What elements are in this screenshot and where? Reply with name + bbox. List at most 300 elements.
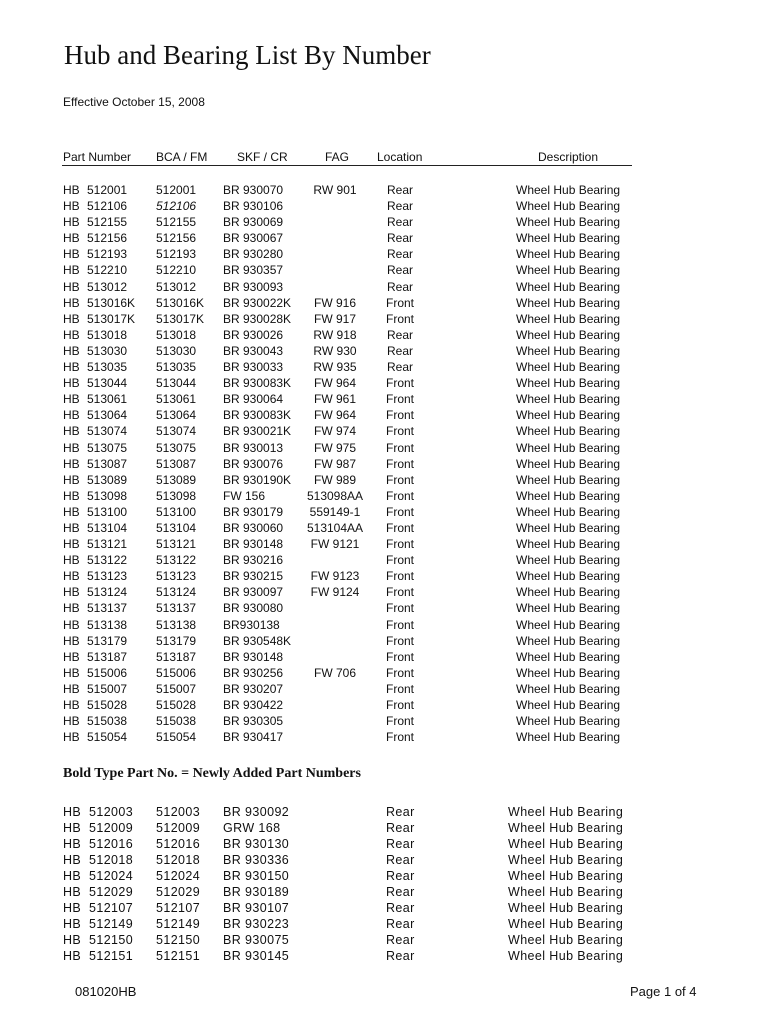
skf-cr-number: BR 930107 [223,901,290,915]
part-number: 513064 [87,408,128,423]
part-prefix: HB [63,520,80,535]
part-prefix: HB [63,424,80,439]
table-row [0,569,768,585]
location: Rear [386,821,415,835]
description: Wheel Hub Bearing [516,343,621,358]
skf-cr-number: BR 930021K [223,424,292,439]
location-text: Rear [386,199,414,214]
location-text: Front [385,730,415,745]
part-number: 513074 [87,424,128,439]
part-prefix: HB [63,553,80,568]
fag-number-text: FW 964 [313,408,357,423]
fag-number-text: 513098AA [306,488,364,503]
table-row [0,183,768,199]
part-number: 513187 [87,649,128,664]
bca-fm-number: 513104 [156,520,197,535]
part-prefix: HB [63,247,80,262]
skf-cr-number: BR 930083K [223,376,292,391]
fag-number-text: 559149-1 [309,504,361,519]
location-text: Front [385,424,415,439]
part-prefix: HB [63,853,82,867]
bca-fm-number: 513016K [156,295,205,310]
table-row [0,601,768,617]
part-number: 513089 [87,472,128,487]
part-prefix: HB [63,343,80,358]
page-title: Hub and Bearing List By Number [64,40,431,70]
table-row [0,869,768,885]
skf-cr-number: BR 930076 [223,456,284,471]
bca-fm-number: 512193 [156,247,197,262]
part-number: 513123 [87,569,128,584]
fag-number-text: FW 9121 [310,537,360,552]
fag-number-text: RW 918 [313,327,357,342]
skf-cr-number: GRW 168 [223,821,281,835]
description: Wheel Hub Bearing [516,633,621,648]
location-text: Front [385,440,415,455]
description: Wheel Hub Bearing [508,885,624,899]
header-part-number: Part Number [63,150,132,164]
table-row [0,537,768,553]
bca-fm-number: 513089 [156,472,197,487]
location-text: Front [385,456,415,471]
part-number: 513138 [87,617,128,632]
bca-fm-number: 512029 [156,885,201,899]
location-text: Front [385,472,415,487]
location-text: Rear [386,327,414,342]
fag-number-text: FW 964 [313,376,357,391]
bca-fm-number: 512003 [156,805,201,819]
skf-cr-number: BR 930357 [223,263,284,278]
part-prefix: HB [63,585,80,600]
bca-fm-number: 513137 [156,601,197,616]
description: Wheel Hub Bearing [516,456,621,471]
description: Wheel Hub Bearing [516,263,621,278]
fag-number-text: FW 987 [313,456,357,471]
table-row [0,376,768,392]
part-number: 512149 [89,917,134,931]
part-prefix: HB [63,279,80,294]
part-number: 512024 [89,869,134,883]
skf-cr-number: BR 930033 [223,360,284,375]
part-prefix: HB [63,311,80,326]
bca-fm-number: 513138 [156,617,197,632]
skf-cr-number: BR 930216 [223,553,284,568]
location: Rear [386,805,415,819]
skf-cr-number: BR 930190K [223,472,292,487]
description: Wheel Hub Bearing [516,311,621,326]
skf-cr-number: BR 930067 [223,231,284,246]
bca-fm-number: 515007 [156,681,197,696]
page-number: Page 1 of 4 [630,984,697,999]
location: Rear [386,949,415,963]
part-number: 513017K [87,311,136,326]
bca-fm-number: 513064 [156,408,197,423]
fag-number-text: FW 974 [313,424,357,439]
table-row [0,408,768,424]
part-number: 512193 [87,247,128,262]
header-location: Location [377,150,423,164]
part-prefix: HB [63,821,82,835]
part-prefix: HB [63,665,80,680]
part-number: 513121 [87,537,128,552]
header-bca-fm: BCA / FM [156,150,208,164]
part-number: 513016K [87,295,136,310]
skf-cr-number: BR930138 [223,617,280,632]
part-number: 513137 [87,601,128,616]
part-prefix: HB [63,805,82,819]
table-row [0,585,768,601]
bca-fm-number: 512155 [156,215,197,230]
bca-fm-number: 513061 [156,392,197,407]
part-number: 512016 [89,837,134,851]
part-prefix: HB [63,440,80,455]
part-prefix: HB [63,617,80,632]
location-text: Front [385,601,415,616]
part-prefix: HB [63,569,80,584]
bca-fm-number: 513187 [156,649,197,664]
bca-fm-number: 515054 [156,730,197,745]
description: Wheel Hub Bearing [516,279,621,294]
part-prefix: HB [63,537,80,552]
part-number: 512003 [89,805,134,819]
bca-fm-number: 512106 [156,199,197,214]
skf-cr-number: BR 930013 [223,440,284,455]
part-prefix: HB [63,456,80,471]
part-number: 513061 [87,392,128,407]
part-number: 513030 [87,343,128,358]
fag-number-text: RW 901 [313,183,357,197]
location-text: Rear [386,279,414,294]
table-row [0,885,768,901]
description: Wheel Hub Bearing [516,408,621,423]
skf-cr-number: BR 930022K [223,295,292,310]
description: Wheel Hub Bearing [516,698,621,712]
bca-fm-number: 513121 [156,537,197,552]
part-prefix: HB [63,885,82,899]
part-prefix: HB [63,472,80,487]
bca-fm-number: 513087 [156,456,197,471]
part-prefix: HB [63,933,82,947]
bca-fm-number: 513179 [156,633,197,648]
location-text: Rear [386,263,414,278]
part-number: 512001 [87,183,128,197]
table-row [0,280,768,296]
description: Wheel Hub Bearing [516,714,621,729]
table-row [0,618,768,634]
description: Wheel Hub Bearing [516,537,621,552]
skf-cr-number: BR 930145 [223,949,290,963]
header-fag: FAG [325,150,350,164]
part-prefix: HB [63,360,80,375]
skf-cr-number: BR 930097 [223,585,284,600]
bca-fm-number: 513100 [156,504,197,519]
bca-fm-number: 513074 [156,424,197,439]
part-number: 513122 [87,553,128,568]
location-text: Front [385,569,415,584]
fag-number-text: RW 930 [313,343,357,358]
table-row [0,312,768,328]
location-text: Front [385,311,415,326]
table-row [0,682,768,698]
skf-cr-number: BR 930080 [223,601,284,616]
skf-cr-number: BR 930417 [223,730,284,745]
description: Wheel Hub Bearing [516,424,621,439]
description: Wheel Hub Bearing [516,472,621,487]
bca-fm-number: 512001 [156,183,197,197]
bca-fm-number: 513098 [156,488,197,503]
bca-fm-number: 512151 [156,949,201,963]
skf-cr-number: BR 930064 [223,392,284,407]
description: Wheel Hub Bearing [516,649,621,664]
footer-code: 081020HB [75,984,137,999]
skf-cr-number: BR 930028K [223,311,292,326]
description: Wheel Hub Bearing [516,215,621,230]
bca-fm-number: 512156 [156,231,197,246]
skf-cr-number: BR 930106 [223,199,284,214]
part-prefix: HB [63,869,82,883]
part-number: 513035 [87,360,128,375]
part-number: 513104 [87,520,128,535]
part-prefix: HB [63,263,80,278]
fag-number-text: FW 916 [313,295,357,310]
part-number: 512107 [89,901,134,915]
bca-fm-number: 513075 [156,440,197,455]
part-number: 513012 [87,279,128,294]
location-text: Rear [386,215,414,230]
part-number: 512210 [87,263,128,278]
skf-cr-number: BR 930215 [223,569,284,584]
table-row [0,553,768,569]
part-number: 512150 [89,933,134,947]
location-text: Front [385,376,415,391]
table-row [0,666,768,682]
part-prefix: HB [63,392,80,407]
bold-type-note: Bold Type Part No. = Newly Added Part Numbers [63,766,361,781]
location-text: Front [385,392,415,407]
fag-number-text: FW 975 [313,440,357,455]
part-number: 513098 [87,488,128,503]
location-text: Front [385,408,415,423]
location-text: Front [385,295,415,310]
description: Wheel Hub Bearing [516,376,621,391]
description: Wheel Hub Bearing [508,837,624,851]
part-prefix: HB [63,504,80,519]
bca-fm-number: 513044 [156,376,197,391]
part-number: 515006 [87,665,128,680]
part-prefix: HB [63,730,80,745]
table-row [0,917,768,933]
bca-fm-number: 513123 [156,569,197,584]
part-number: 512106 [87,199,128,214]
location: Rear [386,885,415,899]
fag-number-text: RW 935 [313,360,357,375]
location: Rear [386,901,415,915]
skf-cr-number: BR 930256 [223,665,284,680]
part-number: 512029 [89,885,134,899]
table-row [0,247,768,263]
skf-cr-number: BR 930069 [223,215,284,230]
parts-table [0,183,768,746]
location-text: Front [385,649,415,664]
table-row [0,650,768,666]
location-text: Front [385,585,415,600]
description: Wheel Hub Bearing [516,681,621,696]
part-prefix: HB [63,681,80,696]
part-prefix: HB [63,231,80,246]
table-row [0,360,768,376]
location-text: Front [385,537,415,552]
table-row [0,837,768,853]
part-prefix: HB [63,601,80,616]
table-row [0,263,768,279]
part-number: 513100 [87,504,128,519]
description: Wheel Hub Bearing [508,933,624,947]
fag-number-text: FW 9123 [310,569,360,584]
bca-fm-number: 512018 [156,853,201,867]
bca-fm-number: 512024 [156,869,201,883]
location: Rear [386,837,415,851]
part-number: 515038 [87,714,128,729]
part-number: 512156 [87,231,128,246]
table-row [0,714,768,730]
table-row [0,521,768,537]
description: Wheel Hub Bearing [516,665,621,680]
part-prefix: HB [63,901,82,915]
bca-fm-number: 513018 [156,327,197,342]
part-prefix: HB [63,215,80,230]
description: Wheel Hub Bearing [508,917,624,931]
description: Wheel Hub Bearing [516,231,621,246]
table-row [0,634,768,650]
part-number: 512009 [89,821,134,835]
bca-fm-number: 512149 [156,917,201,931]
bca-fm-number: 515038 [156,714,197,729]
description: Wheel Hub Bearing [516,617,621,632]
location-text: Rear [386,360,414,375]
fag-number-text: FW 9124 [310,585,360,600]
part-prefix: HB [63,714,80,729]
description: Wheel Hub Bearing [516,183,621,197]
location-text: Front [385,617,415,632]
table-row [0,821,768,837]
fag-number-text: FW 706 [313,665,357,680]
skf-cr-number: BR 930148 [223,537,284,552]
part-prefix: HB [63,698,80,712]
effective-date: Effective October 15, 2008 [63,95,205,109]
skf-cr-number: BR 930070 [223,183,284,197]
skf-cr-number: BR 930075 [223,933,290,947]
skf-cr-number: BR 930207 [223,681,284,696]
description: Wheel Hub Bearing [516,520,621,535]
part-number: 513018 [87,327,128,342]
table-row [0,231,768,247]
part-number: 512018 [89,853,134,867]
description: Wheel Hub Bearing [508,853,624,867]
description: Wheel Hub Bearing [508,949,624,963]
part-number: 512151 [89,949,134,963]
skf-cr-number: BR 930060 [223,520,284,535]
part-prefix: HB [63,183,80,197]
description: Wheel Hub Bearing [508,805,624,819]
table-row [0,505,768,521]
location-text: Front [385,665,415,680]
skf-cr-number: BR 930336 [223,853,290,867]
table-row [0,296,768,312]
bca-fm-number: 512016 [156,837,201,851]
table-row [0,489,768,505]
table-row [0,853,768,869]
part-number: 513124 [87,585,128,600]
table-row [0,901,768,917]
header-divider [62,165,632,166]
skf-cr-number: BR 930548K [223,633,292,648]
bca-fm-number: 512107 [156,901,201,915]
location-text: Rear [386,343,414,358]
bca-fm-number: 513012 [156,279,197,294]
part-prefix: HB [63,199,80,214]
description: Wheel Hub Bearing [508,901,624,915]
location: Rear [386,917,415,931]
table-row [0,473,768,489]
bca-fm-number: 513035 [156,360,197,375]
description: Wheel Hub Bearing [516,569,621,584]
description: Wheel Hub Bearing [516,392,621,407]
table-row [0,424,768,440]
header-description: Description [538,150,599,164]
skf-cr-number: FW 156 [223,488,266,503]
table-row [0,949,768,965]
part-prefix: HB [63,295,80,310]
table-row [0,328,768,344]
description: Wheel Hub Bearing [516,488,621,503]
part-prefix: HB [63,327,80,342]
fag-number-text: 513104AA [306,520,364,535]
table-row [0,805,768,821]
location-text: Front [385,698,415,712]
location: Rear [386,869,415,883]
location-text: Front [385,633,415,648]
bca-fm-number: 513124 [156,585,197,600]
bca-fm-number: 512150 [156,933,201,947]
location: Rear [386,933,415,947]
location-text: Rear [386,231,414,246]
part-number: 513044 [87,376,128,391]
part-number: 515007 [87,681,128,696]
skf-cr-number: BR 930223 [223,917,290,931]
skf-cr-number: BR 930150 [223,869,290,883]
location-text: Front [385,681,415,696]
skf-cr-number: BR 930130 [223,837,290,851]
skf-cr-number: BR 930280 [223,247,284,262]
description: Wheel Hub Bearing [508,821,624,835]
table-header [0,150,768,164]
skf-cr-number: BR 930026 [223,327,284,342]
part-number: 515028 [87,698,128,712]
description: Wheel Hub Bearing [516,327,621,342]
description: Wheel Hub Bearing [516,553,621,568]
location-text: Rear [386,183,414,197]
description: Wheel Hub Bearing [516,360,621,375]
part-prefix: HB [63,376,80,391]
description: Wheel Hub Bearing [516,199,621,214]
skf-cr-number: BR 930093 [223,279,284,294]
table-row [0,392,768,408]
part-number: 512155 [87,215,128,230]
bca-fm-number: 512009 [156,821,201,835]
skf-cr-number: BR 930422 [223,698,284,712]
location-text: Front [385,504,415,519]
part-prefix: HB [63,488,80,503]
